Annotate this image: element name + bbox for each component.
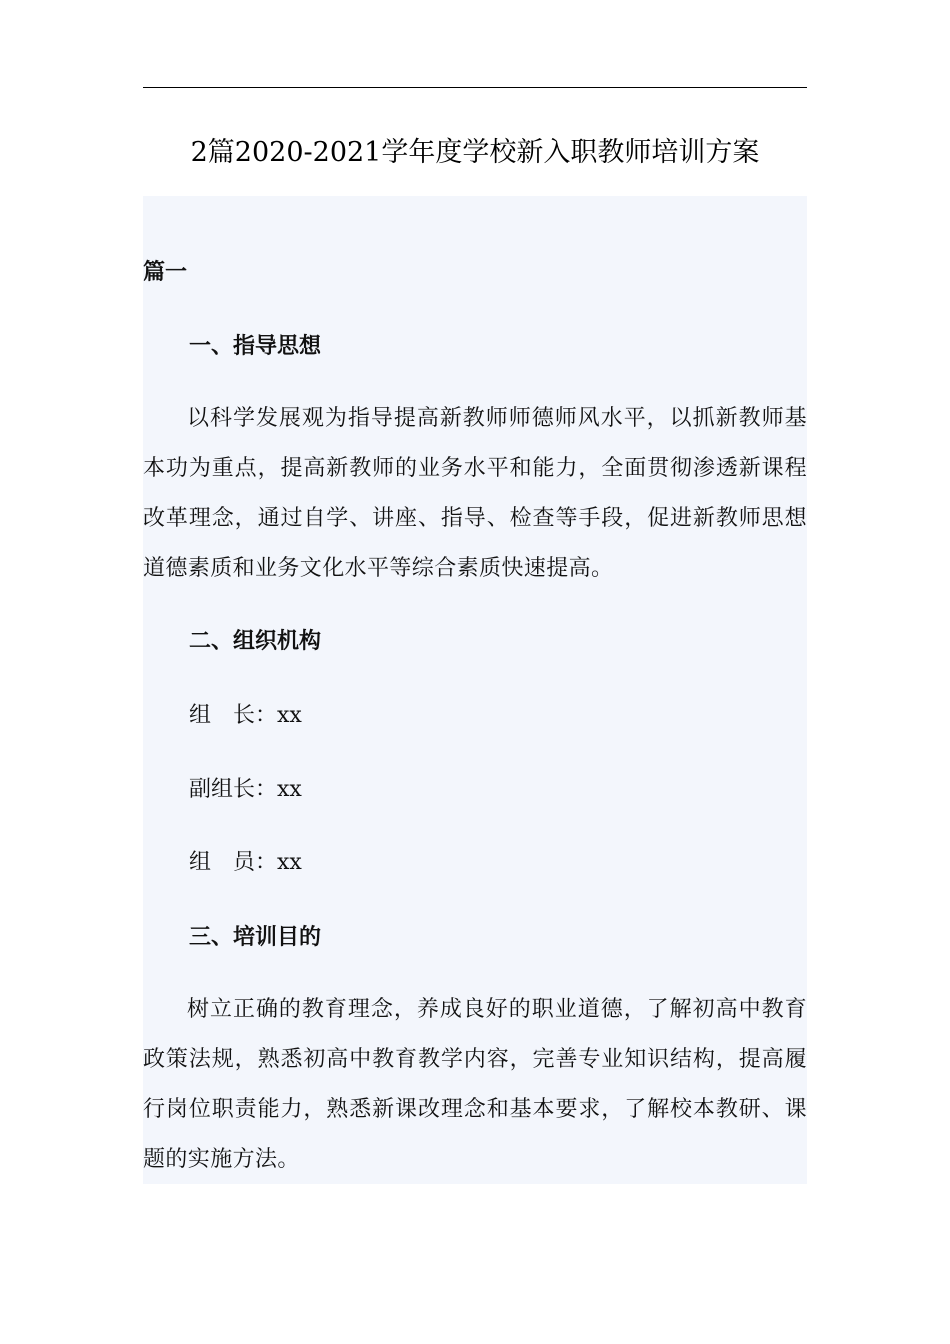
section-heading-organization: 二、组织机构 (189, 628, 322, 654)
header-rule (143, 87, 807, 88)
org-item-deputy-leader: 副组长：xx (189, 777, 302, 802)
part-heading: 篇一 (143, 259, 188, 285)
org-item-leader: 组 长：xx (189, 703, 302, 728)
paragraph-training-purpose: 树立正确的教育理念，养成良好的职业道德，了解初高中教育政策法规，熟悉初高中教育教学内容，完善专业知识结构，提高履行岗位职责能力，熟悉新课改理念和基本要求，了解校本教研、课题的实施方法。 (143, 997, 807, 1172)
document-title: 2篇2020-2021学年度学校新入职教师培训方案 (190, 137, 760, 168)
section-heading-training-purpose: 三、培训目的 (189, 924, 322, 950)
document-body (143, 196, 807, 1184)
paragraph-guiding-ideology: 以科学发展观为指导提高新教师师德师风水平，以抓新教师基本功为重点，提高新教师的业务水平和能力，全面贯彻渗透新课程改革理念，通过自学、讲座、指导、检查等手段，促进新教师思想道德素质和业务文化水平等综合素质快速提高。 (143, 406, 807, 581)
section-heading-guiding-ideology: 一、指导思想 (189, 333, 322, 359)
org-item-members: 组 员：xx (189, 850, 302, 875)
